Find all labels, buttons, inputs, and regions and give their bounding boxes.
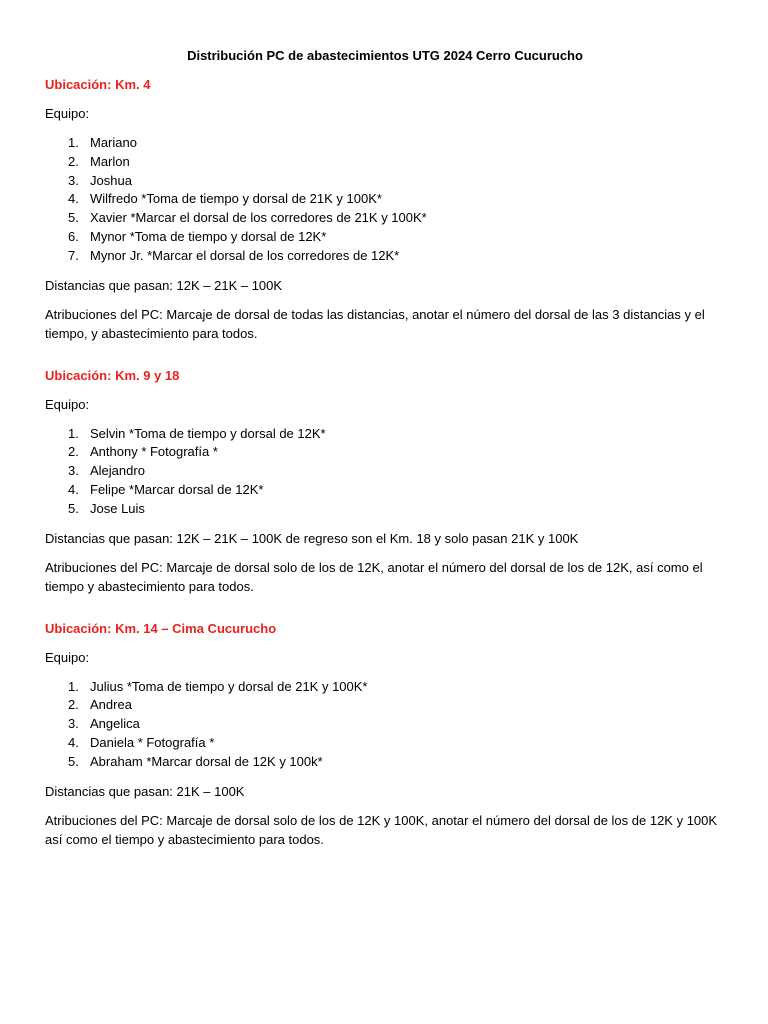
team-list bbox=[45, 134, 725, 266]
list-item bbox=[45, 153, 725, 172]
team-member: Felipe *Marcar dorsal de 12K* bbox=[90, 481, 264, 497]
list-number: 6. bbox=[68, 228, 79, 244]
document-page bbox=[45, 47, 725, 859]
section-heading: Ubicación: Km. 4 bbox=[45, 77, 151, 92]
distancias-text: Distancias que pasan: 12K – 21K – 100K de regreso son el Km. 18 y solo pasan 21K y 100K bbox=[45, 530, 579, 546]
section-spacer bbox=[45, 353, 725, 367]
list-item bbox=[45, 678, 725, 697]
team-member: Marlon bbox=[90, 153, 130, 169]
list-number: 4. bbox=[68, 734, 79, 750]
page-title: Distribución PC de abastecimientos UTG 2024 Cerro Cucurucho bbox=[187, 48, 583, 63]
team-member: Angelica bbox=[90, 716, 140, 732]
team-member: Xavier *Marcar el dorsal de los corredores de 21K y 100K* bbox=[90, 210, 427, 226]
list-item bbox=[45, 172, 725, 191]
list-number: 7. bbox=[68, 247, 79, 263]
team-list bbox=[45, 678, 725, 772]
list-number: 3. bbox=[68, 172, 79, 188]
team-member: Joshua bbox=[90, 172, 132, 188]
list-item bbox=[45, 734, 725, 753]
team-member: Julius *Toma de tiempo y dorsal de 21K y 100K* bbox=[90, 678, 368, 694]
list-item bbox=[45, 209, 725, 228]
list-item bbox=[45, 696, 725, 715]
list-number: 3. bbox=[68, 716, 79, 732]
team-member: Selvin *Toma de tiempo y dorsal de 12K* bbox=[90, 425, 326, 441]
section-heading: Ubicación: Km. 14 – Cima Cucurucho bbox=[45, 620, 277, 636]
team-member: Alejandro bbox=[90, 463, 145, 479]
team-member: Mariano bbox=[90, 135, 137, 150]
team-member: Anthony * Fotografía * bbox=[90, 444, 218, 460]
list-item bbox=[45, 134, 725, 153]
list-item bbox=[45, 715, 725, 734]
list-number: 1. bbox=[68, 135, 79, 150]
list-item bbox=[45, 425, 725, 444]
equipo-label: Equipo: bbox=[45, 106, 90, 121]
section-spacer bbox=[45, 606, 725, 620]
section-km-4 bbox=[45, 76, 725, 343]
list-item bbox=[45, 753, 725, 772]
list-number: 2. bbox=[68, 697, 79, 713]
team-member: Jose Luis bbox=[90, 500, 145, 516]
list-item bbox=[45, 190, 725, 209]
list-item bbox=[45, 247, 725, 266]
atribuciones-text: Atribuciones del PC: Marcaje de dorsal solo de los de 12K y 100K, anotar el número del dorsal de los de 12K y 100K así como el tiempo y abastecimiento para todos. bbox=[45, 812, 718, 847]
team-member: Daniela * Fotografía * bbox=[90, 734, 215, 750]
list-item bbox=[45, 228, 725, 247]
list-item bbox=[45, 443, 725, 462]
equipo-label: Equipo: bbox=[45, 649, 90, 665]
list-number: 3. bbox=[68, 463, 79, 479]
atribuciones-text: Atribuciones del PC: Marcaje de dorsal solo de los de 12K, anotar el número del dorsal de los de 12K, así como el tiempo y abastecimiento para todos. bbox=[45, 559, 703, 594]
team-member: Mynor *Toma de tiempo y dorsal de 12K* bbox=[90, 228, 327, 244]
section-km-9-18 bbox=[45, 367, 725, 596]
list-number: 5. bbox=[68, 500, 79, 516]
list-item bbox=[45, 481, 725, 500]
list-number: 5. bbox=[68, 753, 79, 769]
team-member: Wilfredo *Toma de tiempo y dorsal de 21K y 100K* bbox=[90, 191, 382, 207]
section-km-14 bbox=[45, 620, 725, 849]
list-number: 1. bbox=[68, 678, 79, 694]
distancias-text: Distancias que pasan: 21K – 100K bbox=[45, 783, 245, 799]
equipo-label: Equipo: bbox=[45, 396, 90, 412]
team-member: Andrea bbox=[90, 697, 132, 713]
list-number: 4. bbox=[68, 191, 79, 207]
list-number: 1. bbox=[68, 425, 79, 441]
atribuciones-text: Atribuciones del PC: Marcaje de dorsal de todas las distancias, anotar el número del dorsal de las 3 distancias y el tiempo, y abastecimiento para todos. bbox=[45, 306, 705, 341]
list-item bbox=[45, 462, 725, 481]
team-member: Abraham *Marcar dorsal de 12K y 100k* bbox=[90, 753, 323, 769]
section-heading: Ubicación: Km. 9 y 18 bbox=[45, 367, 180, 383]
team-member: Mynor Jr. *Marcar el dorsal de los corredores de 12K* bbox=[90, 247, 400, 263]
list-number: 5. bbox=[68, 210, 79, 226]
team-list bbox=[45, 425, 725, 519]
list-item bbox=[45, 500, 725, 519]
distancias-text: Distancias que pasan: 12K – 21K – 100K bbox=[45, 277, 283, 293]
list-number: 2. bbox=[68, 153, 79, 169]
list-number: 4. bbox=[68, 481, 79, 497]
list-number: 2. bbox=[68, 444, 79, 460]
